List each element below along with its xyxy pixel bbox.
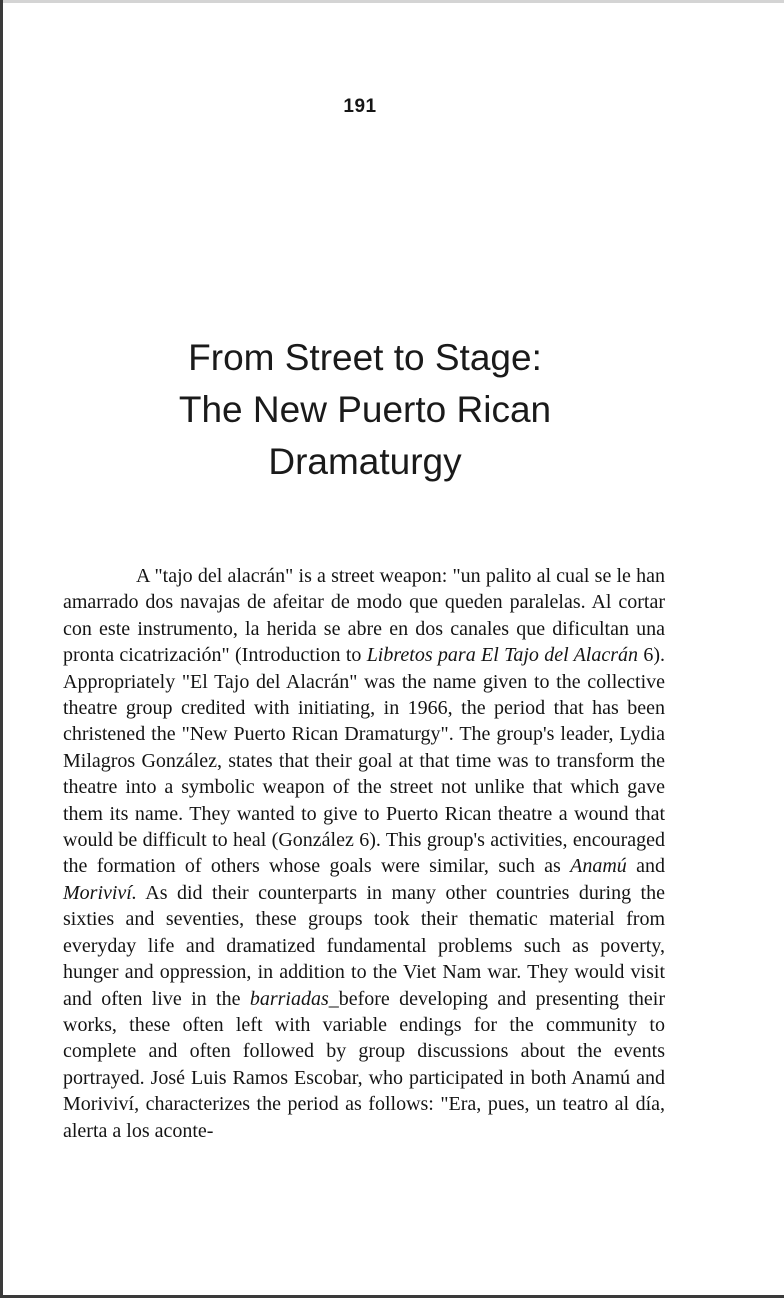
- italic-title-anamu: Anamú: [570, 855, 627, 878]
- chapter-title-line-1: From Street to Stage:: [188, 337, 542, 378]
- text-run: _before developing and presenting their works, these often left with variable endings for the community to complete and often followed by group discussions about the events portrayed. José Luis Ramos Escobar, who participated in both Anamú and Moriviví, characterizes the period as follows: "Era, pues, un teatro al día, alerta a los aconte-: [63, 987, 666, 1142]
- chapter-title-line-2: The New Puerto Rican: [178, 389, 552, 430]
- text-run: 6). Appropriately "El Tajo del Alacrán" was the name given to the collective theatre group credited with initiating, in 1966, the period that has been christened the "New Puerto Rican Dramaturgy". The group's leader, Lydia Milagros González, states that their goal at that time was to transform the theatre into a symbolic weapon of the street not unlike that which gave them its name. They wanted to give to Puerto Rican theatre a wound that would be difficult to heal (González 6). This group's activities, encouraged the formation of others whose goals were similar, such as: [63, 644, 665, 878]
- italic-title-morivivi: Moriviví.: [63, 881, 137, 904]
- page-number: 191: [343, 96, 377, 117]
- italic-term-barriadas: barriadas: [249, 987, 329, 1010]
- chapter-title-line-3: Dramaturgy: [268, 441, 462, 482]
- page-edge-left: [0, 0, 3, 1298]
- text-run: A "tajo del alacrán" is a street weapon: "un palito al cual se le han amarrado dos navajas de afeitar de modo que queden paralelas. Al cortar con este instrumento, la herida se abre en dos canales que dificultan una pronta cicatrización" (Introduction to: [63, 565, 665, 667]
- chapter-title: [100, 332, 630, 488]
- page-edge-top: [0, 0, 784, 3]
- body-text: [63, 563, 665, 1144]
- italic-title-libretos: Libretos para El Tajo del Alacrán: [366, 644, 639, 667]
- paragraph: [63, 563, 665, 1144]
- text-run: and: [626, 855, 665, 878]
- text-run: As did their counterparts in many other countries during the sixties and seventies, these groups took their thematic material from everyday life and dramatized fundamental problems such as poverty, hunger and oppression, in addition to the Viet Nam war. They would visit and often live in the: [63, 881, 665, 1010]
